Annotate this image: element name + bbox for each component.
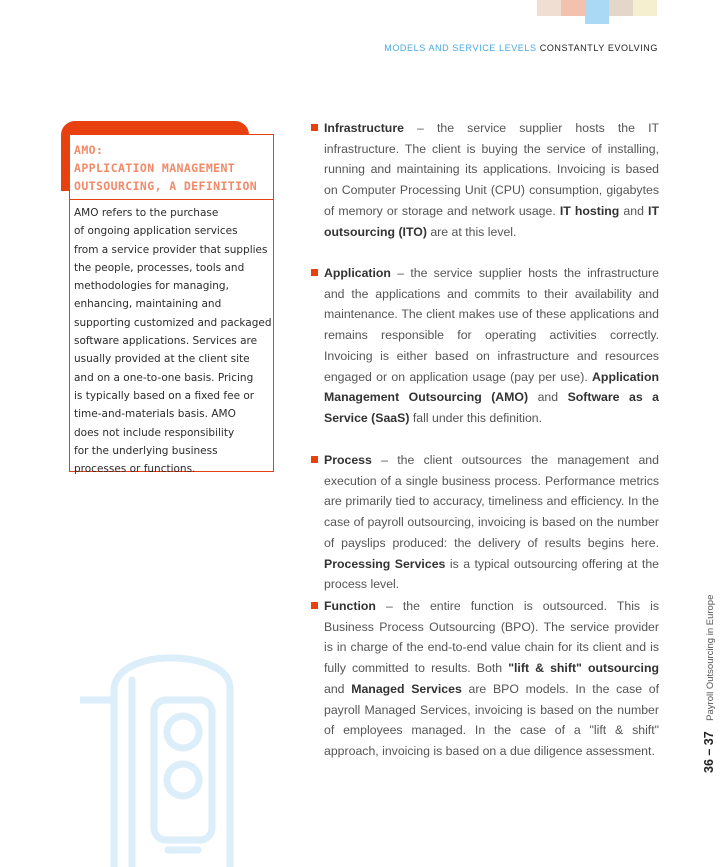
section-infrastructure-text	[311, 118, 659, 242]
definition-line: supporting customized and packaged	[74, 316, 272, 329]
publication-title: Payroll Outsourcing in Europe	[705, 594, 716, 721]
section-text: – the service supplier hosts the IT infrastructure. The client is buying the service of installing, running and maintaining its applications. Invoicing is based on Computer Processing Unit (CPU) consumption, gigabytes of memory or storage and network usage.	[324, 121, 659, 218]
section-bold-term: Software as a Service (SaaS)	[324, 390, 659, 425]
definition-line: is typically based on a fixed fee or	[74, 389, 255, 402]
section-bold-term: IT hosting	[559, 203, 620, 218]
definition-line: and on a one-to-one basis. Pricing	[74, 371, 254, 384]
page-numbers: 36 – 37	[702, 731, 716, 773]
section-term: Application	[324, 266, 391, 280]
square-bullet-icon	[311, 124, 318, 131]
definition-title-line: APPLICATION MANAGEMENT	[74, 161, 236, 175]
section-text: and	[619, 203, 649, 218]
decorative-outline-illustration	[80, 640, 250, 867]
section-bold-term: IT outsourcing (ITO)	[324, 203, 659, 239]
definition-line: usually provided at the client site	[74, 353, 250, 366]
section-function	[311, 596, 659, 762]
swatch-3	[585, 0, 609, 24]
square-bullet-icon	[311, 602, 318, 609]
definition-line: does not include responsibility	[74, 426, 235, 439]
swatch-4	[609, 0, 633, 16]
section-application-text	[311, 263, 659, 429]
section-application	[311, 263, 659, 429]
section-bold-term: Managed Services	[351, 681, 462, 696]
section-term: Infrastructure	[324, 121, 404, 135]
section-function-text	[311, 596, 659, 762]
definition-line: of ongoing application services	[74, 225, 238, 238]
deco-shape	[154, 700, 212, 840]
running-header	[384, 43, 658, 53]
section-infrastructure	[311, 118, 659, 242]
square-bullet-icon	[311, 269, 318, 276]
swatch-2	[561, 0, 585, 16]
definition-line: enhancing, maintaining and	[74, 298, 222, 311]
section-text: and	[528, 390, 568, 405]
definition-line: software applications. Services are	[74, 335, 258, 348]
definition-body	[70, 200, 273, 478]
section-process	[311, 450, 659, 595]
definition-line: methodologies for managing,	[74, 280, 229, 293]
swatch-5	[633, 0, 657, 16]
section-term: Process	[324, 453, 372, 467]
page-side-label	[700, 595, 718, 773]
header-dark-text: CONSTANTLY EVOLVING	[539, 43, 658, 53]
deco-shape	[167, 716, 199, 748]
swatch-1	[537, 0, 561, 16]
section-text: – the entire function is outsourced. This is Business Process Outsourcing (BPO). The service provider is in charge of the end-to-end value chain for its client and is fully committed to results. Both	[324, 599, 659, 676]
section-text: are at this level.	[426, 224, 517, 239]
section-text: – the service supplier hosts the infrastructure and the applications and commits to their availability and maintenance. The client makes use of these applications and remains responsible for operating activities correctly. Invoicing is either based on infrastructure and resources engaged or on application usage (pay per use).	[324, 266, 659, 384]
header-accent-text: MODELS AND SERVICE LEVELS	[384, 43, 537, 53]
section-text: and	[324, 681, 352, 696]
section-term: Function	[324, 599, 376, 613]
section-text: fall under this definition.	[409, 410, 543, 425]
section-bold-term: Application Management Outsourcing (AMO)	[324, 369, 659, 405]
definition-line: the people, processes, tools and	[74, 261, 245, 274]
section-text: are BPO models. In the case of payroll Managed Services, invoicing is based on the number of employees managed. In the case of a "lift & shift" approach, invoicing is based on a due diligence assessment.	[324, 681, 660, 758]
definition-line: AMO refers to the purchase	[74, 207, 219, 219]
section-bold-term: "lift & shift" outsourcing	[508, 661, 659, 676]
section-text: is a typical outsourcing offering at the process level.	[324, 556, 659, 592]
definition-title-line: OUTSOURCING, A DEFINITION	[74, 179, 258, 193]
deco-shape	[167, 764, 199, 796]
definition-title	[70, 135, 273, 197]
square-bullet-icon	[311, 456, 318, 463]
definition-line: time-and-materials basis. AMO	[74, 408, 236, 421]
definition-line: for the underlying business	[74, 444, 218, 457]
definition-title-line: AMO:	[74, 143, 104, 157]
definition-line: from a service provider that supplies	[74, 243, 268, 256]
definition-box	[69, 134, 274, 476]
color-swatches	[537, 0, 657, 24]
section-bold-term: Processing Services	[324, 556, 446, 571]
definition-line: processes or functions.	[74, 463, 196, 476]
section-process-text	[311, 450, 659, 595]
section-text: – the client outsources the management and execution of a single business process. Performance metrics are primarily tied to accuracy, timeliness and efficiency. In the case of payroll outsourcing, invoicing is based on the number of payslips produced: the delivery of results begins here.	[324, 453, 659, 550]
